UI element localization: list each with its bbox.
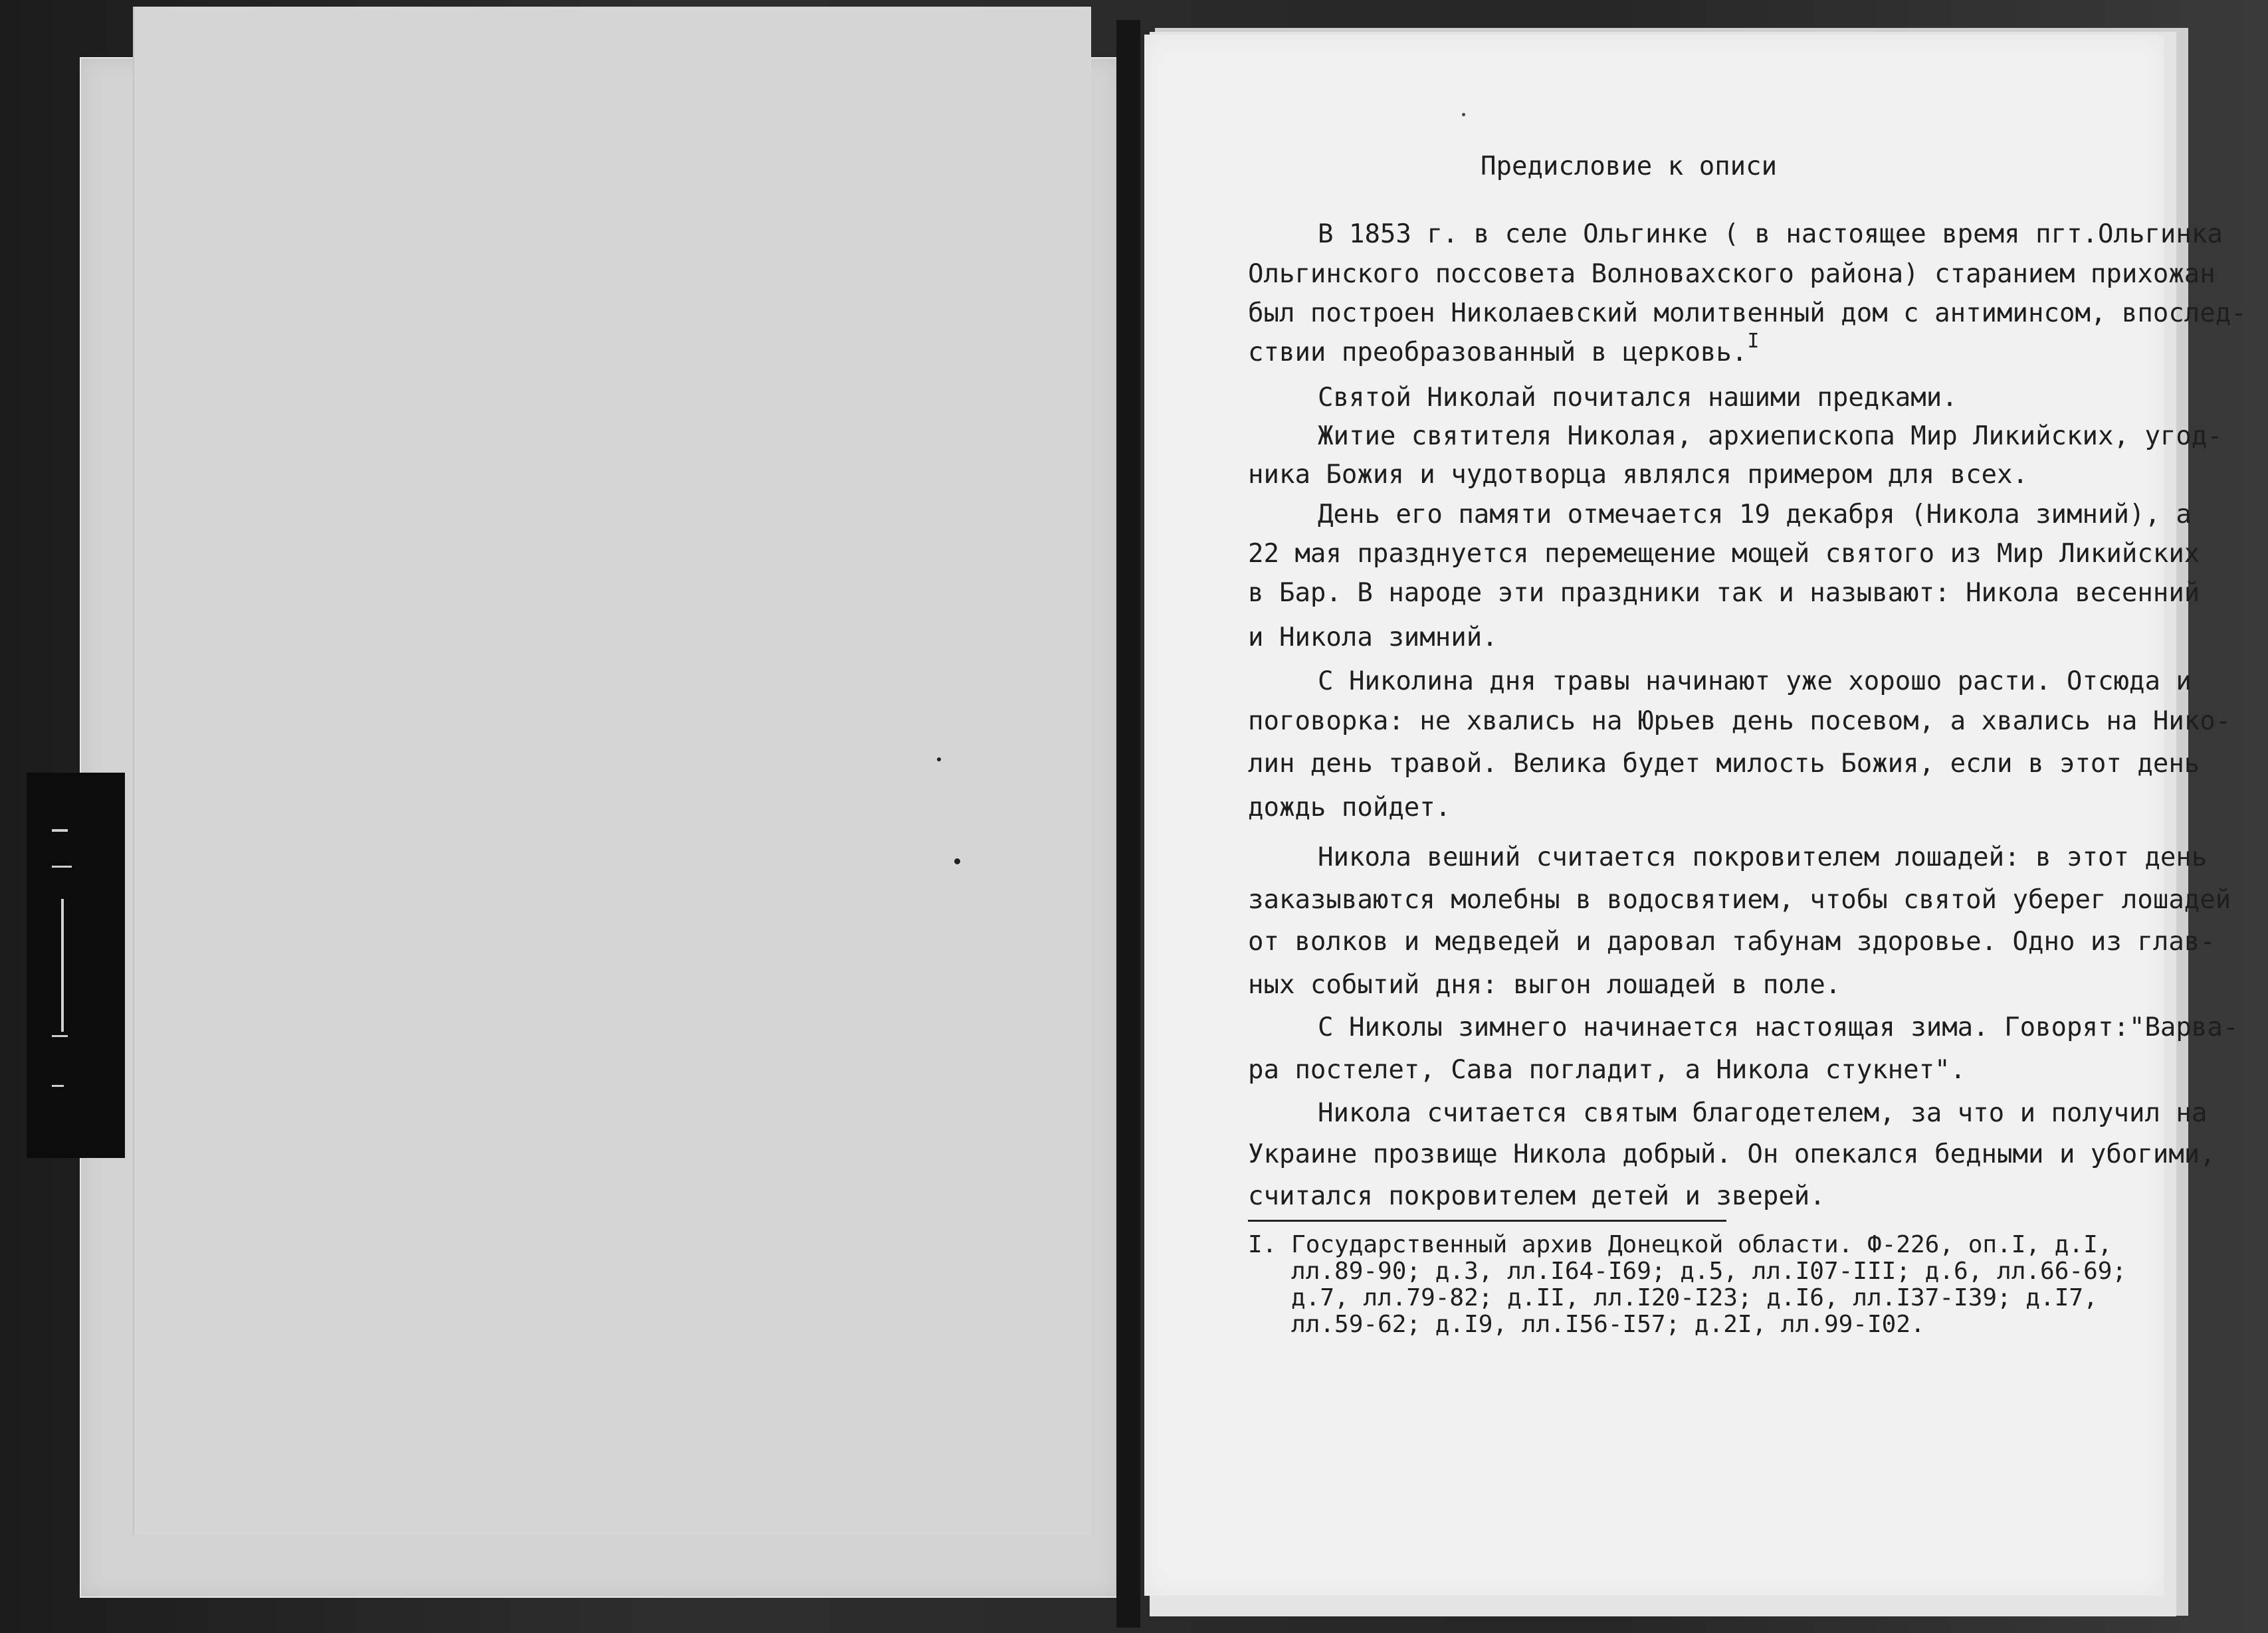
- text-line: поговорка: не хвались на Юрьев день посевом, а хвались на Нико-: [1248, 706, 2231, 736]
- text-line: Украине прозвище Никола добрый. Он опекался бедными и убогими,: [1248, 1139, 2216, 1169]
- text-line: [1248, 330, 1760, 367]
- text-line: лин день травой. Велика будет милость Божия, если в этот день: [1248, 749, 2200, 779]
- tab-mark: [52, 829, 68, 832]
- page-speck: [954, 858, 960, 864]
- text-line: дождь пойдет.: [1248, 793, 1451, 822]
- text-line: считался покровителем детей и зверей.: [1248, 1181, 1825, 1211]
- text-line: от волков и медведей и даровал табунам здоровье. Одно из глав-: [1248, 927, 2216, 957]
- text-line: и Никола зимний.: [1248, 623, 1498, 652]
- page-speck: [937, 757, 941, 761]
- text-line: Никола вешний считается покровителем лошадей: в этот день: [1318, 842, 2208, 872]
- text-line: В 1853 г. в селе Ольгинке ( в настоящее время пгт.Ольгинка: [1318, 219, 2223, 249]
- document-title: Предисловие к описи: [1481, 151, 1778, 181]
- footnote-rule: [1248, 1220, 1726, 1222]
- text-line: ных событий дня: выгон лошадей в поле.: [1248, 970, 1841, 1000]
- text-line: Житие святителя Николая, архиепископа Мир Ликийских, угод-: [1318, 421, 2223, 451]
- text-line: ра постелет, Сава погладит, а Никола стукнет".: [1248, 1055, 1966, 1085]
- page-speck: [1462, 113, 1465, 116]
- text-line: Никола считается святым благодетелем, за что и получил на: [1318, 1098, 2208, 1128]
- tab-mark: [52, 866, 72, 868]
- text-line: в Бар. В народе эти праздники так и называют: Никола весенний: [1248, 578, 2200, 608]
- text-line: Святой Николай почитался нашими предками.: [1318, 383, 1958, 413]
- text-line: С Николина дня травы начинают уже хорошо расти. Отсюда и: [1318, 666, 2192, 696]
- text-line: ника Божия и чудотворца являлся примером для всех.: [1248, 460, 2028, 490]
- footnote-line: д.7, лл.79-82; д.II, лл.I20-I23; д.I6, лл.I37-I39; д.I7,: [1248, 1284, 2098, 1311]
- tab-mark: [52, 1085, 64, 1087]
- tab-mark: [61, 899, 64, 1032]
- text-line: заказываются молебны в водосвятием, чтобы святой уберег лошадей: [1248, 885, 2231, 915]
- text-line: Ольгинского поссовета Волновахского района) старанием прихожан: [1248, 259, 2216, 289]
- tab-mark: [52, 1035, 68, 1037]
- binding-tab: [27, 773, 125, 1158]
- footnote-line: лл.59-62; д.I9, лл.I56-I57; д.2I, лл.99-I02.: [1248, 1311, 1925, 1338]
- text-line-content: ствии преобразованный в церковь.: [1248, 337, 1748, 367]
- text-line: 22 мая празднуется перемещение мощей святого из Мир Ликийских: [1248, 539, 2200, 569]
- text-line: был построен Николаевский молитвенный дом с антиминсом, впослед-: [1248, 298, 2247, 328]
- book-gutter: [1116, 20, 1140, 1628]
- text-line: День его памяти отмечается 19 декабря (Никола зимний), а: [1318, 500, 2192, 529]
- footnote-reference: I: [1747, 330, 1760, 353]
- text-line: С Николы зимнего начинается настоящая зима. Говорят:"Варва-: [1318, 1012, 2239, 1042]
- footnote-line: лл.89-90; д.3, лл.I64-I69; д.5, лл.I07-III; д.6, лл.66-69;: [1248, 1258, 2127, 1285]
- left-page-inner: [133, 7, 1091, 1535]
- footnote-line: I. Государственный архив Донецкой области. Ф-226, оп.I, д.I,: [1248, 1231, 2113, 1258]
